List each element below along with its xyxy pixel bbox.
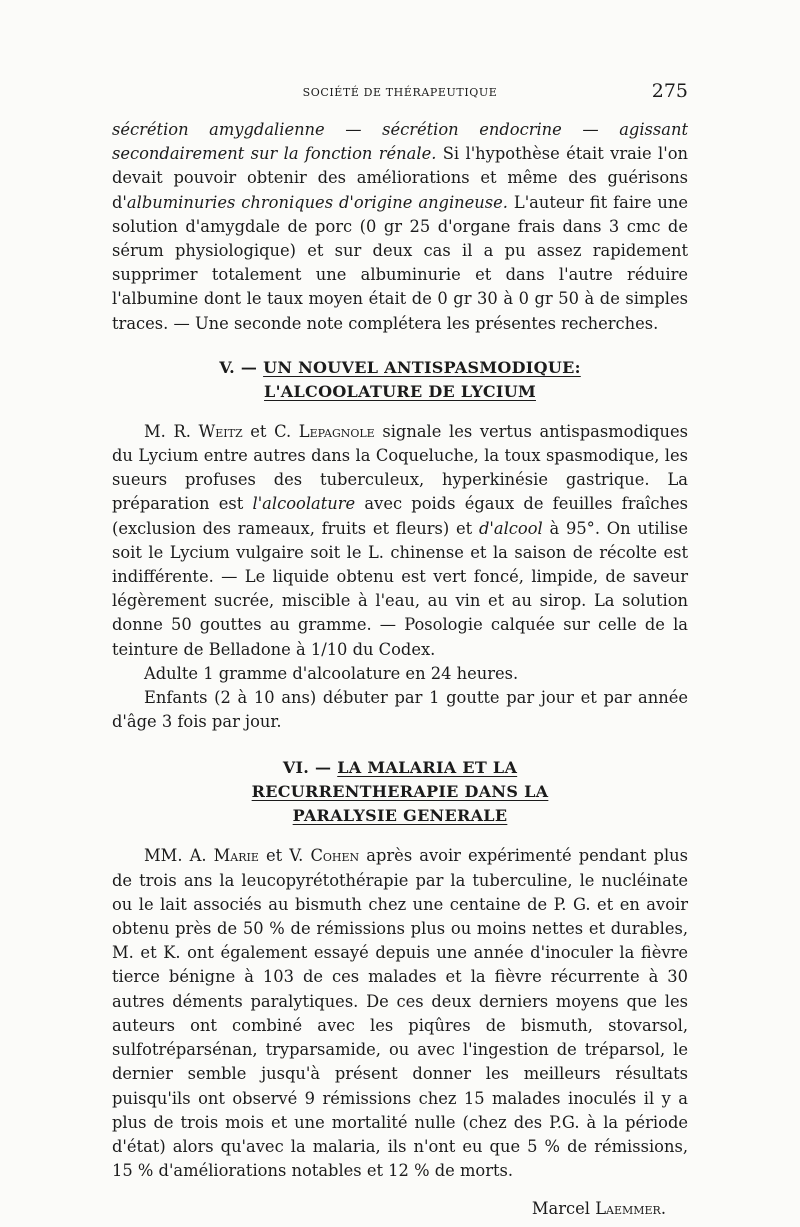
dosage-children: Enfants (2 à 10 ans) débuter par 1 goutte par jour et par année d'âge 3 fois par jour.: [112, 688, 688, 732]
section-vi-title-line2: [112, 780, 688, 804]
section-vi-heading: [112, 756, 688, 828]
signature-last-name: Laemmer: [595, 1199, 661, 1219]
intro-paragraph: [112, 118, 688, 336]
dosage-adult: Adulte 1 gramme d'alcoolature en 24 heures.: [144, 663, 519, 683]
page-number: 275: [651, 80, 688, 102]
section-vi-title-1: LA MALARIA ET LA: [337, 758, 518, 778]
section-vi-text-b: et V.: [258, 846, 311, 866]
page-body: [112, 118, 688, 1222]
section-vi-number: VI. —: [282, 758, 332, 778]
section-v-paragraph: [112, 420, 688, 662]
term-alcoolature: l'alcoolature: [252, 494, 356, 514]
section-vi-paragraph: [112, 844, 688, 1183]
section-vi-text-a: MM. A.: [144, 846, 214, 866]
intro-text-2: L'auteur fit faire une solution d'amygdale de porc (0 gr 25 d'organe frais dans 3 cmc de sérum physiologique) et sur deux cas il a pu assez rapidement supprimer totalement une albuminurie et dans l'autre réduire l'albumine dont le taux moyen était de 0 gr 30 à 0 gr 50 à de simples traces. — Une seconde note complétera les présentes recherches.: [112, 192, 688, 333]
running-title: SOCIÉTÉ DE THÉRAPEUTIQUE: [302, 86, 498, 99]
section-v-title-line1: [112, 356, 688, 380]
author-lepagnole: Lepagnole: [298, 421, 375, 441]
section-vi-title-line1: [112, 756, 688, 780]
author-weitz: Weitz: [198, 421, 243, 441]
section-v-title-line2: [112, 380, 688, 404]
intro-italic-term: albuminuries chroniques d'origine angineuse.: [126, 192, 508, 212]
section-v-heading: [112, 356, 688, 404]
page-header: [112, 78, 688, 108]
section-v-text-c: signale les vertus antispasmodiques du Lycium entre autres dans la Coqueluche, la toux spasmodique, les sueurs profuses des tuberculeux, hyperkinésie gastrique. La préparation est: [112, 421, 688, 514]
section-v-text-a: M. R.: [144, 421, 199, 441]
signature-period: .: [660, 1199, 666, 1219]
section-v-text-d: avec poids égaux de feuilles fraîches (exclusion des rameaux, fruits et fleurs) et: [112, 494, 688, 538]
intro-italic-lead: sécrétion amygdalienne — sécrétion endocrine — agissant secondairement sur la fonction rénale.: [112, 120, 688, 164]
signature: [112, 1197, 688, 1221]
section-v-title-2: L'ALCOOLATURE DE LYCIUM: [264, 381, 536, 401]
section-vi-title-2: RECURRENTHERAPIE DANS LA: [251, 782, 549, 802]
term-alcool: d'alcool: [478, 518, 543, 538]
section-vi-title-line3: [112, 804, 688, 828]
section-v-text-e: à 95°. On utilise soit le Lycium vulgaire soit le L. chinense et la saison de récolte est indifférente. — Le liquide obtenu est vert foncé, limpide, de saveur légèrement sucrée, miscible à l'eau, au vin et au sirop. La solution donne 50 gouttes au gramme. — Posologie calquée sur celle de la teinture de Belladone à 1/10 du Codex.: [112, 518, 689, 659]
author-cohen: Cohen: [310, 846, 360, 866]
section-vi-text-c: après avoir expérimenté pendant plus de trois ans la leucopyrétothérapie par la tuberculine, le nucléinate ou le lait associés au bismuth chez une centaine de P. G. et en avoir obtenu près de 50 % de rémissions plus ou moins nettes et durables, M. et K. ont également essayé depuis une année d'inoculer la fièvre tierce bénigne à 103 de ces malades et la fièvre récurrente à 30 autres déments paralytiques. De ces deux derniers moyens que les auteurs ont combiné avec les piqûres de bismuth, stovarsol, sulfotréparsénan, tryparsamide, ou avec l'ingestion de tréparsol, le dernier semble jusqu'à présent donner les meilleurs résultats puisqu'ils ont observé 9 rémissions chez 15 malades inoculés il y a plus de trois mois et une mortalité nulle (chez des P.G. à la période d'état) alors qu'avec la malaria, ils n'ont eu que 5 % de rémissions, 15 % d'améliorations notables et 12 % de morts.: [112, 846, 688, 1181]
author-marie: Marie: [213, 846, 259, 866]
intro-text-1: Si l'hypothèse était vraie l'on devait pouvoir obtenir des améliorations et même des guérisons d': [112, 144, 688, 212]
signature-first-name: Marcel: [531, 1199, 596, 1219]
section-vi-title-3: PARALYSIE GENERALE: [292, 806, 508, 826]
section-v-title-1: UN NOUVEL ANTISPASMODIQUE:: [263, 357, 581, 377]
section-v-text-b: et C.: [242, 421, 299, 441]
section-v-number: V. —: [219, 357, 258, 377]
